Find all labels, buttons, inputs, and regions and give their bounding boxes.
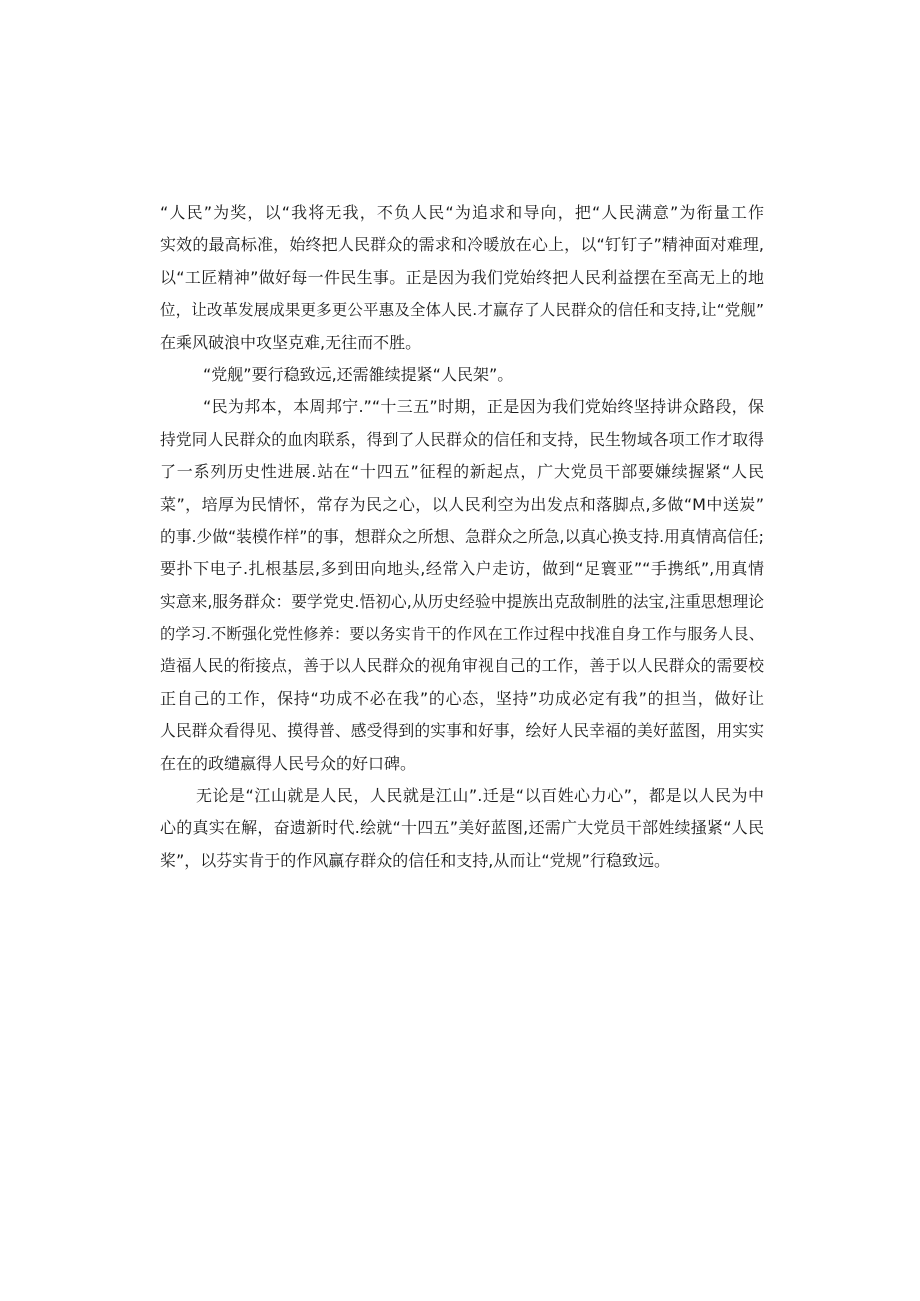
- text-line: 的事.少做“装模作样”的事，想群众之所想、急群众之所急,以真心换支持.用真情高信任;: [160, 526, 764, 546]
- document-body: [160, 197, 764, 877]
- text-line: “民为邦本，本周邦宁.”“十三五”时期，正是因为我们党始终坚持讲众路段，保: [203, 397, 764, 417]
- text-line: 造福人民的衔接点，善于以人民群众的视角审视自己的工作，善于以人民群众的需要校: [160, 656, 764, 676]
- text-line: 实效的最高标准，始终把人民群众的需求和冷暖放在心上，以“钉钉子”精神面对难理,: [160, 235, 764, 255]
- text-line: 桨”，以芬实肯于的作风赢存群众的信任和支持,从而让“党规”行稳致远。: [160, 850, 670, 870]
- text-line: 以“工匠精神”做好每一件民生事。正是因为我们党始终把人民利益摆在至高无上的地: [160, 267, 764, 287]
- text-line: 要扑下电子.扎根基层,多到田向地头,经常入户走访，做到“足寰亚”“手携纸”,用真情: [160, 559, 764, 579]
- text-line: 菜”，培厚为民情怀，常存为民之心，以人民利空为出发点和落脚点,多做“M中送炭”: [160, 494, 764, 514]
- text-line: “人民”为奖，以“我将无我，不负人民“为追求和导向，把“人民满意”为衔量工作: [160, 203, 764, 222]
- text-line: 位，让改革发展成果更多更公平惠及全体人民.才赢存了人民群众的信任和支持,让“党舰”: [160, 301, 764, 320]
- text-line: 心的真实在解，奋遗新时代.绘就“十四五”美好蓝图,还需广大党员干部姓续搔紧“人民: [160, 818, 764, 838]
- paragraph-1: [160, 197, 764, 359]
- text-line: 的学习.不断强化党性修养：要以务实肯干的作风在工作过程中找准自身工作与服务人艮、: [160, 625, 764, 644]
- text-line: 正自己的工作，保持“功成不必在我”的心态，坚持”功成必定有我”的担当，做好让: [160, 688, 764, 708]
- text-line: 在乘风破浪中攻坚克难,无往而不胜。: [160, 332, 422, 352]
- text-line: 了一系列历史性进展.站在“十四五”征程的新起点，广大党员干部要嫌续握紧“人民: [160, 462, 764, 482]
- paragraph-2: [160, 359, 764, 391]
- text-line: 在在的政缱嬴得人民号众的好口碑。: [160, 753, 417, 773]
- text-line: 人民群众看得见、摸得普、感受得到的实事和好事，绘好人民幸福的美好蓝图，用实实: [160, 721, 764, 741]
- text-line: 无论是“江山就是人民，人民就是江山”.迁是“以百姓心力心”，都是以人民为中: [196, 786, 764, 806]
- paragraph-4: [160, 780, 764, 877]
- paragraph-3: [160, 391, 764, 780]
- text-line: 持党同人民群众的血肉联系，得到了人民群众的信任和支持，民生物域各项工作才取得: [160, 429, 764, 449]
- text-line: “党舰”要行稳致远,还需雒续提紧“人民架”。: [203, 364, 514, 384]
- text-line: 实意来,服务群众：要学党史.悟初心,从历史经验中提族出克敌制胜的法宝,注重思想理论: [160, 591, 764, 611]
